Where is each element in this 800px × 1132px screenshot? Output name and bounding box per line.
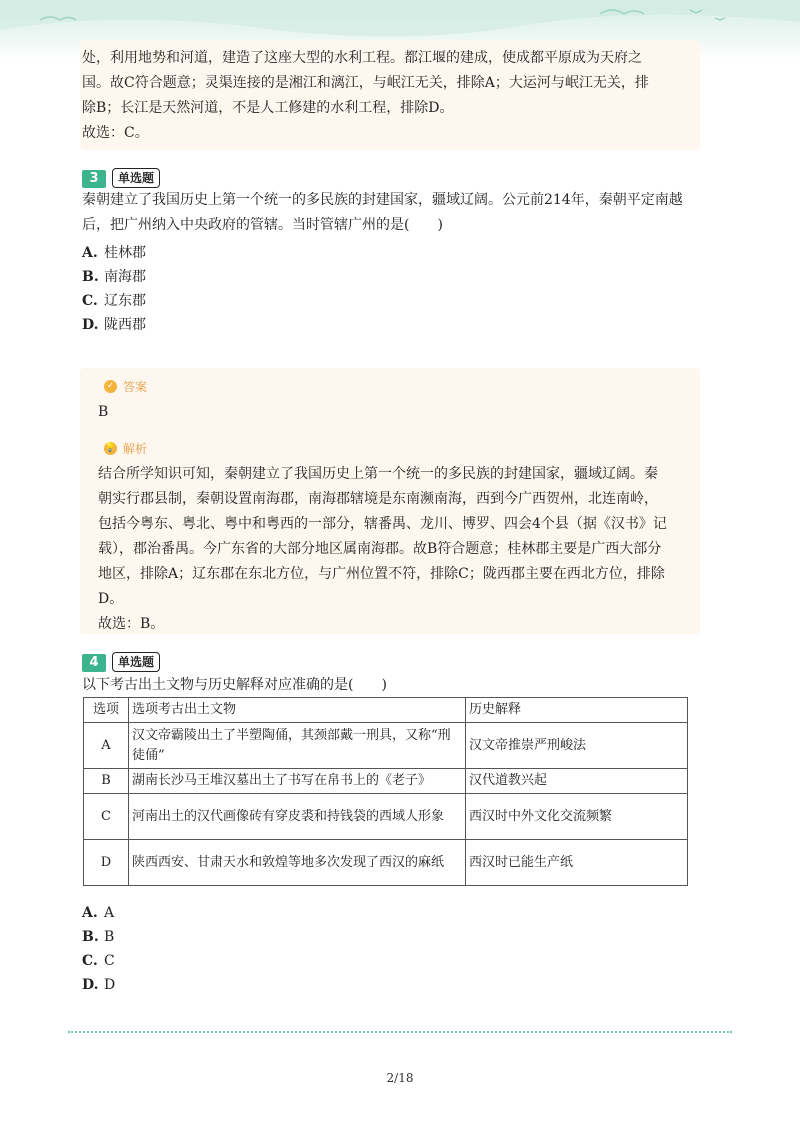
option-letter: B. xyxy=(82,269,99,285)
table-row xyxy=(84,769,688,794)
table-cell: 西汉时已能生产纸 xyxy=(466,840,688,886)
option-letter: A. xyxy=(82,245,98,261)
q4-option-b[interactable] xyxy=(82,927,114,947)
table-row xyxy=(84,794,688,840)
table-cell: D xyxy=(84,840,129,886)
analysis-line: 包括今粤东、粤北、粤中和粤西的一部分，辖番禺、龙川、博罗、四会4个县（据《汉书》记 xyxy=(98,516,667,532)
table-cell: A xyxy=(84,723,129,769)
option-letter: D. xyxy=(82,977,99,993)
question-4-stem: 以下考古出土文物与历史解释对应准确的是( ) xyxy=(82,677,387,693)
prev-line: 故选：C。 xyxy=(82,125,149,141)
option-text: C xyxy=(104,953,115,969)
table-cell: 陕西西安、甘肃天水和敦煌等地多次发现了西汉的麻纸 xyxy=(129,840,466,886)
option-text: A xyxy=(104,905,115,921)
table-cell: 汉文帝霸陵出土了半塑陶俑，其颈部戴一刑具，又称“刑徒俑” xyxy=(129,723,466,769)
q4-option-a[interactable] xyxy=(82,903,114,923)
prev-line: 除B；长江是天然河道，不是人工修建的水利工程，排除D。 xyxy=(82,100,454,116)
page-number: 2/18 xyxy=(386,1071,414,1085)
table-cell: 西汉时中外文化交流频繁 xyxy=(466,794,688,840)
option-text: 辽东郡 xyxy=(104,293,146,309)
answer-value: B xyxy=(98,404,109,420)
q3-option-d[interactable] xyxy=(82,315,146,335)
prev-line: 处，利用地势和河道，建造了这座大型的水利工程。都江堰的建成，使成都平原成为天府之 xyxy=(82,50,642,66)
analysis-label-text: 解析 xyxy=(123,442,148,456)
question-type-tag: 单选题 xyxy=(112,168,160,188)
answer-label xyxy=(104,378,147,395)
option-letter: B. xyxy=(82,929,99,945)
q3-option-c[interactable] xyxy=(82,291,146,311)
answer-label-text: 答案 xyxy=(123,380,148,394)
option-text: 南海郡 xyxy=(104,269,146,285)
analysis-line: 结合所学知识可知，秦朝建立了我国历史上第一个统一的多民族的封建国家，疆域辽阔。秦 xyxy=(98,466,658,482)
table-header-cell: 选项 xyxy=(84,698,129,723)
analysis-line: 地区，排除A；辽东郡在东北方位，与广州位置不符，排除C；陇西郡主要在西北方位，排除 xyxy=(98,566,665,582)
question-3-stem xyxy=(82,188,696,238)
analysis-line: 朝实行郡县制，秦朝设置南海郡，南海郡辖境是东南濒南海，西到今广西贺州，北连南岭， xyxy=(98,491,658,507)
table-cell: 河南出土的汉代画像砖有穿皮裘和持钱袋的西域人形象 xyxy=(129,794,466,840)
q4-option-c[interactable] xyxy=(82,951,115,971)
question-number-3: 3 xyxy=(82,170,106,188)
table-cell: B xyxy=(84,769,129,794)
option-text: 陇西郡 xyxy=(104,317,146,333)
option-letter: A. xyxy=(82,905,98,921)
footer-divider xyxy=(68,1031,732,1033)
q3-option-b[interactable] xyxy=(82,267,146,287)
analysis-label xyxy=(104,440,147,457)
table-cell: C xyxy=(84,794,129,840)
prev-line: 国。故C符合题意；灵渠连接的是湘江和漓江，与岷江无关，排除A；大运河与岷江无关，排 xyxy=(82,75,649,91)
analysis-line: 故选：B。 xyxy=(98,616,165,632)
table-cell: 湖南长沙马王堆汉墓出土了书写在帛书上的《老子》 xyxy=(129,769,466,794)
option-text: B xyxy=(104,929,115,945)
option-letter: C. xyxy=(82,293,98,309)
stem-line: 后，把广州纳入中央政府的管辖。当时管辖广州的是( ) xyxy=(82,217,443,233)
option-text: D xyxy=(104,977,116,993)
option-letter: D. xyxy=(82,317,99,333)
question-type-tag: 单选题 xyxy=(112,652,160,672)
table-cell: 汉文帝推崇严刑峻法 xyxy=(466,723,688,769)
table-header-cell: 选项考古出土文物 xyxy=(129,698,466,723)
table-row xyxy=(84,723,688,769)
analysis-line: 载），郡治番禺。今广东省的大部分地区属南海郡。故B符合题意；桂林郡主要是广西大部分 xyxy=(98,541,662,557)
q4-option-d[interactable] xyxy=(82,975,115,995)
table-cell: 汉代道教兴起 xyxy=(466,769,688,794)
analysis-line: D。 xyxy=(98,591,124,607)
question-number-4: 4 xyxy=(82,654,106,672)
analysis-text xyxy=(98,462,688,637)
lightbulb-icon: 💡 xyxy=(104,443,117,453)
stem-line: 秦朝建立了我国历史上第一个统一的多民族的封建国家，疆域辽阔。公元前214年，秦朝平定南越 xyxy=(82,192,683,208)
option-text: 桂林郡 xyxy=(104,245,146,261)
table-header-cell: 历史解释 xyxy=(466,698,688,723)
table-header-row xyxy=(84,698,688,723)
q3-option-a[interactable] xyxy=(82,243,146,263)
prev-explanation-text xyxy=(82,46,696,146)
table-row xyxy=(84,840,688,886)
question-4-table xyxy=(83,697,688,886)
check-icon: ✓ xyxy=(104,380,117,393)
option-letter: C. xyxy=(82,953,98,969)
